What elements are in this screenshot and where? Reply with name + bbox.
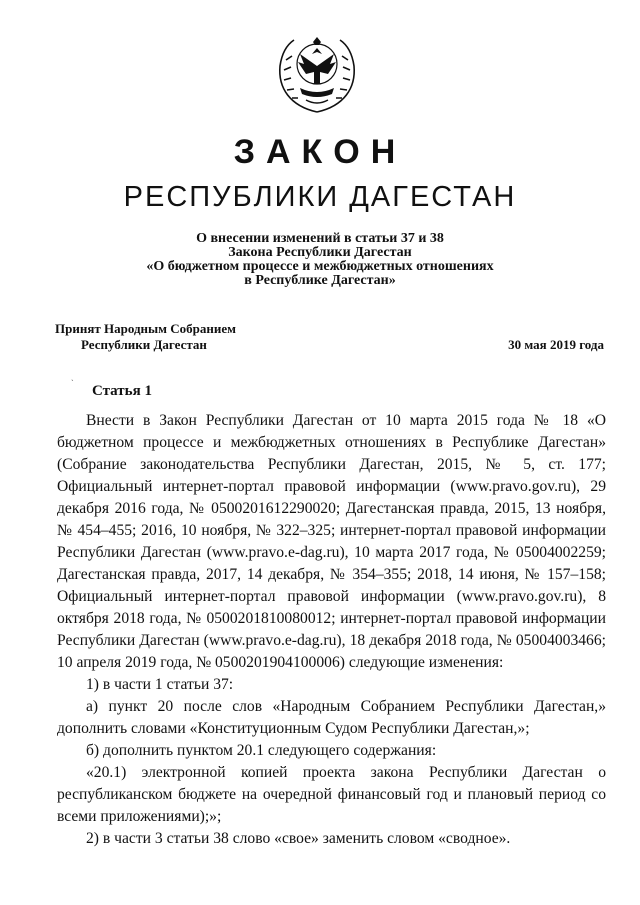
law-name-line: в Республике Дагестан» <box>244 273 396 288</box>
article-paragraph: 2) в части 3 статьи 38 слово «свое» заменить словом «сводное». <box>86 830 511 847</box>
article-paragraph: Внести в Закон Республики Дагестан от 10 марта 2015 года № 18 «О бюджетном процессе и межбюджетных отношениях в Республике Дагестан» (Собрание законодательства Республики Дагестан, 2015, № 5, ст. 177; Официальный интернет-портал правовой информации (www.pravo.gov.ru), 29 декабря 2016 года, № 0500201612290020; Дагестанская правда, 2015, 13 ноября, № 454–455; 2016, 10 ноября, № 322–325; интернет-портал правовой информации Республики Дагестан (www.pravo.e-dag.ru), 10 марта 2017 года, № 05004002259; Дагестанская правда, 2017, 14 декабря, № 354–355; 2018, 14 июня, № 157–158; Официальный интернет-портал правовой информации (www.pravo.gov.ru), 8 октября 2018 года, № 0500201810080012; интернет-портал правовой информации Республики Дагестан (www.pravo.e-dag.ru), 18 декабря 2018 года, № 05004003466; 10 апреля 2019 года, № 0500201904100006) следующие изменения: <box>57 412 606 671</box>
adoption-line-2: Республики Дагестан <box>81 337 207 352</box>
scan-mark: ˎ <box>71 372 74 381</box>
article-heading: Статья 1 <box>92 383 152 399</box>
article-paragraph: а) пункт 20 после слов «Народным Собранием Республики Дагестан,» дополнить словами «Конституционным Судом Республики Дагестан,»; <box>57 698 606 737</box>
adoption-statement <box>55 321 236 353</box>
law-name-line: «О бюджетном процессе и межбюджетных отношениях <box>146 259 494 274</box>
law-title: ЗАКОН <box>233 133 407 171</box>
dagestan-coat-of-arms-icon <box>276 30 358 114</box>
law-name-line: О внесении изменений в статьи 37 и 38 <box>196 231 444 246</box>
adoption-date: 30 мая 2019 года <box>508 337 604 352</box>
adoption-line-1: Принят Народным Собранием <box>55 321 237 336</box>
republic-title: РЕСПУБЛИКИ ДАГЕСТАН <box>123 181 517 213</box>
article-paragraph: «20.1) электронной копией проекта закона Республики Дагестан о республиканском бюджете на очередной финансовый год и плановый период со всеми приложениями);»; <box>57 764 606 825</box>
article-paragraph: 1) в части 1 статьи 37: <box>86 676 234 693</box>
law-name <box>80 232 560 288</box>
article-paragraph: б) дополнить пунктом 20.1 следующего содержания: <box>86 742 437 759</box>
law-name-line: Закона Республики Дагестан <box>228 245 412 260</box>
article-body <box>57 410 606 850</box>
